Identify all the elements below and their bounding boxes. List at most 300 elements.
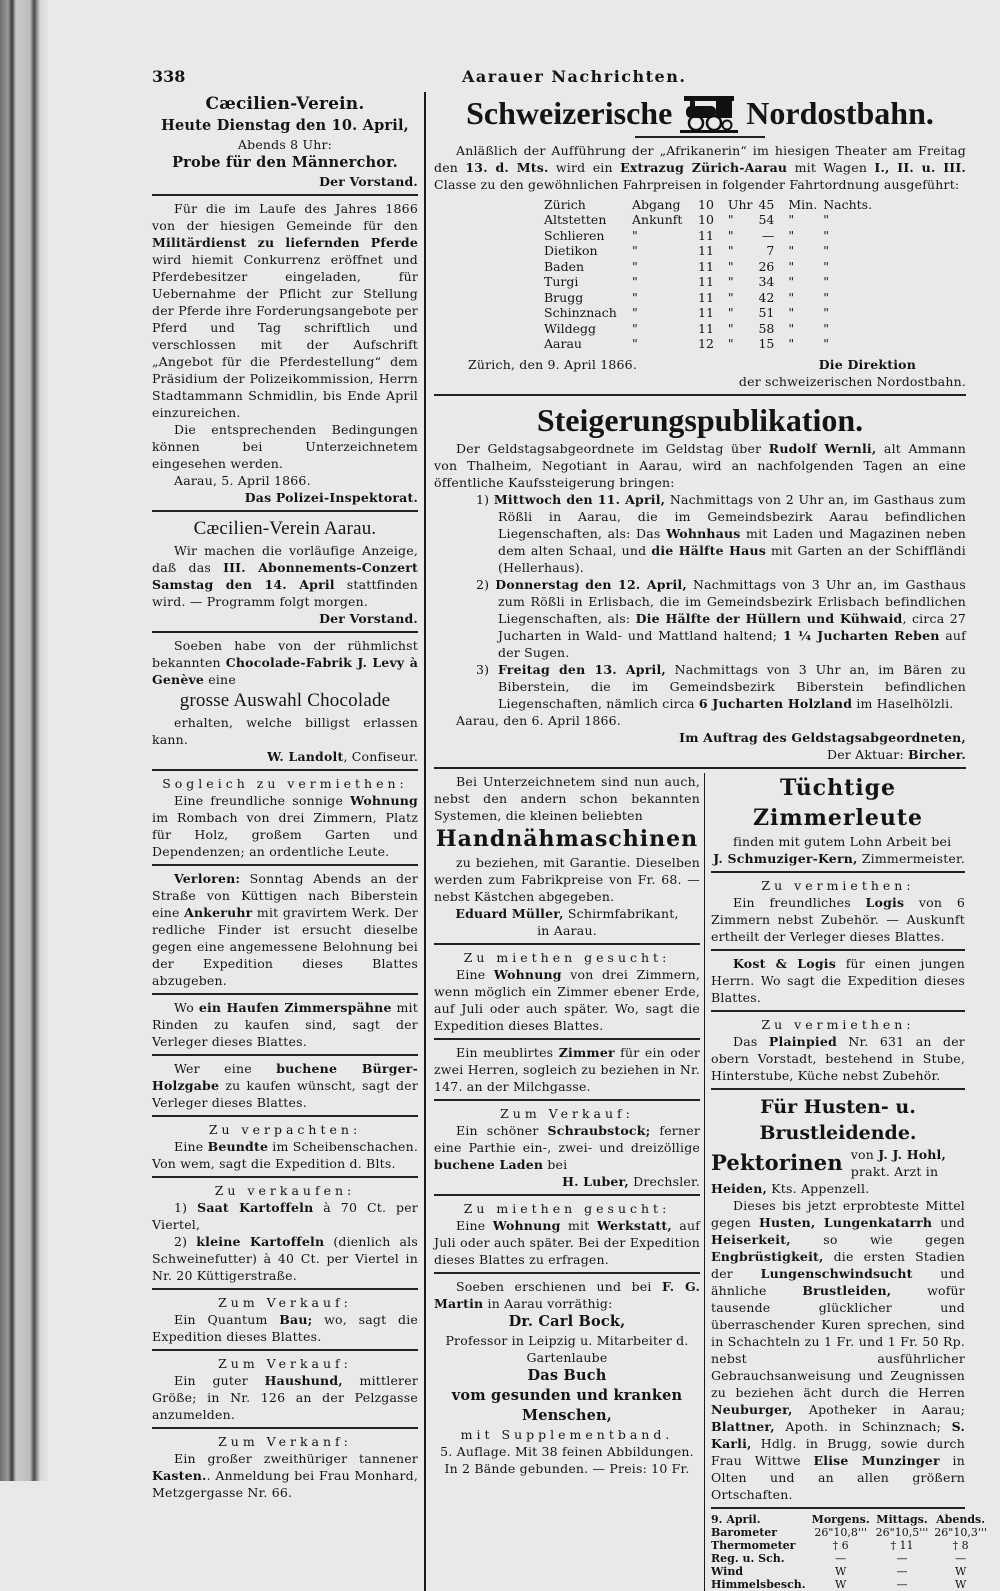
ad-heading: vom gesunden und kranken Menschen, — [451, 1386, 683, 1424]
text: für ein oder zwei Herren, sogleich zu beziehen in Nr. 147. an der Milchgasse. — [434, 1044, 700, 1094]
timetable-cell: " — [727, 258, 734, 274]
weather-cell: — — [896, 1577, 908, 1591]
bold-text: Neuburger, — [711, 1401, 793, 1417]
ad-text: Zu miethen gesucht: — [463, 1200, 671, 1216]
text: in Olten und an allen größern Ortschaften. — [711, 1452, 965, 1502]
divider — [434, 767, 966, 769]
weather-cell: — — [835, 1551, 847, 1565]
text: stattfinden wird. — Programm folgt morgen. — [152, 577, 418, 609]
divider — [711, 949, 965, 951]
ad-text — [152, 999, 418, 1050]
timetable-cell: " — [632, 274, 638, 289]
text: Eine — [174, 1139, 208, 1154]
timetable-cell: " — [823, 274, 829, 289]
weather-row — [711, 1539, 993, 1552]
bold-text: 13. d. Mts. — [465, 159, 549, 175]
timetable-row — [544, 212, 878, 228]
bold-text: Im Auftrag des Geldstagsabgeordneten, — [679, 729, 966, 745]
text: 1) — [476, 491, 494, 507]
text: Eine — [456, 966, 494, 982]
ad-heading: Handnähmaschinen — [435, 825, 699, 852]
timetable-row — [544, 305, 878, 321]
nordostbahn-title-right: Nordostbahn. — [746, 95, 934, 131]
ad-text: Zum Verkauf: — [218, 1356, 352, 1371]
text: Sonntag Abends an der Straße von Küttigen nach Biberstein eine — [152, 871, 418, 920]
text: . Anmeldung bei Frau Monhard, Metzgergasse Nr. 66. — [152, 1468, 418, 1500]
timetable-row — [544, 259, 878, 275]
text: Ein großer zweithüriger tannener — [174, 1451, 418, 1466]
husten-ad — [711, 1094, 965, 1503]
text: Der Aktuar: — [826, 746, 909, 762]
bold-text: Husten, Lungenkatarrh — [758, 1214, 933, 1230]
text: Wir machen die vorläufige Anzeige, daß das — [152, 543, 418, 575]
text: Eine — [456, 1217, 493, 1233]
bold-text: Der Vorstand. — [319, 611, 418, 626]
text: Ein freundliches — [733, 894, 866, 910]
locomotive-icon — [680, 92, 738, 134]
timetable-cell: " — [823, 212, 829, 227]
ad-text: Zum Verkanf: — [218, 1434, 352, 1449]
timetable-cell: " — [788, 212, 795, 227]
text: wird ein — [548, 159, 621, 175]
nordostbahn-intro — [434, 142, 966, 193]
timetable-cell: Abgang — [632, 196, 681, 212]
advertisement — [152, 1121, 418, 1172]
ad-text: Aarau, den 6. April 1866. — [456, 712, 621, 728]
bold-text: Bau; — [279, 1312, 313, 1327]
text: 1) — [174, 1200, 198, 1215]
bold-text: Wohnung — [493, 966, 562, 982]
ad-text — [434, 1217, 700, 1268]
text: mittlerer Größe; in Nr. 126 an der Pelzgasse anzumelden. — [152, 1373, 418, 1422]
bold-text: Verloren: — [174, 871, 241, 886]
divider — [434, 1099, 700, 1101]
timetable-row — [544, 321, 878, 337]
divider — [152, 1349, 418, 1351]
weather-row — [711, 1526, 993, 1539]
timetable-row — [544, 336, 878, 352]
ad-heading: Cæcilien-Verein Aarau. — [193, 518, 377, 539]
bold-text: Rudolf Wernli, — [768, 440, 877, 456]
timetable-cell: " — [632, 305, 638, 320]
bold-text: Zimmer — [558, 1044, 615, 1060]
timetable-cell: 10 — [698, 196, 714, 212]
timetable-cell: Nachts. — [823, 196, 873, 212]
timetable-cell: 26 — [758, 258, 775, 274]
steigerung-title-row — [434, 400, 966, 440]
ad-signature — [711, 850, 965, 867]
husten-title: Für Husten- u. Brustleidende. — [759, 1095, 917, 1144]
timetable-row — [544, 197, 878, 213]
ad-text — [711, 955, 965, 1006]
bold-text: W. Landolt — [267, 749, 344, 764]
ad-text — [152, 1199, 418, 1233]
text: mit Garten an der Schiffländi (Hellerhaus). — [498, 542, 966, 575]
bold-text: Schraubstock; — [547, 1122, 651, 1138]
ad-text: Zu verpachten: — [208, 1122, 362, 1137]
bold-text: die Hälfte Haus — [651, 542, 766, 558]
ad-text — [434, 854, 700, 905]
nordostbahn-signature: Die Direktion — [818, 356, 916, 372]
ad-text — [434, 905, 700, 922]
ad-text: Sogleich zu vermiethen: — [162, 776, 408, 791]
divider — [152, 631, 418, 633]
timetable-row — [544, 243, 878, 259]
bold-text: Militärdienst zu liefernden Pferde — [152, 235, 418, 250]
bold-text: Das Polizei-Inspektorat. — [244, 490, 418, 505]
ad-heading: Cæcilien-Verein. — [205, 94, 365, 114]
text: Wer eine — [174, 1061, 277, 1076]
bold-text: Blattner, — [711, 1418, 775, 1434]
weather-cell: Morgens. — [811, 1512, 870, 1526]
ad-text: in Aarau. — [537, 922, 597, 938]
ad-text — [152, 421, 418, 472]
timetable-cell: " — [727, 227, 734, 243]
timetable-cell: 45 — [758, 196, 775, 212]
ad-text — [152, 792, 418, 860]
weather-row — [711, 1578, 993, 1591]
timetable-cell: 15 — [758, 336, 775, 351]
timetable-cell: " — [788, 289, 795, 305]
bold-text: Elise Munzinger — [813, 1452, 940, 1468]
text: , circa 27 Jucharten in Wald- und Mattland haltend; — [498, 610, 966, 643]
text: à 70 Ct. per Viertel, — [152, 1200, 418, 1232]
text: so wie gegen — [790, 1231, 965, 1247]
advertisement — [152, 1294, 418, 1345]
ad-text: Zum Verkauf: — [500, 1105, 634, 1121]
right-column — [705, 773, 987, 1591]
lower-split — [434, 773, 987, 1591]
ad-text: Zu vermiethen: — [761, 1016, 915, 1032]
timetable-cell: 12 — [698, 336, 714, 351]
text: Ein meublirtes — [456, 1044, 559, 1060]
divider — [152, 194, 418, 196]
advertisement — [711, 773, 965, 867]
bold-text: Chocolade-Fabrik J. Levy à Genève — [152, 655, 418, 687]
text: mit gravirtem Werk. Der redliche Finder ist ersucht dieselbe gegen eine angemessene Belohnung bei der Expedition dieses Blattes abzugeben. — [152, 905, 418, 988]
bold-text: H. Luber, — [562, 1173, 629, 1189]
ad-signature — [152, 489, 418, 506]
bold-text: Wohnung — [492, 1217, 561, 1233]
ad-text: In 2 Bände gebunden. — Preis: 10 Fr. — [444, 1460, 690, 1476]
bold-text: Plainpied — [768, 1033, 837, 1049]
ad-heading: grosse Auswahl Chocolade — [179, 690, 391, 711]
divider — [152, 1288, 418, 1290]
text: 2) — [476, 576, 496, 592]
text: Wo — [174, 1000, 199, 1015]
left-column-ads — [152, 92, 418, 1501]
timetable — [544, 197, 878, 352]
text: Schirmfabrikant, — [563, 905, 679, 921]
ad-text — [152, 1372, 418, 1423]
advertisement — [711, 955, 965, 1006]
text: Für die im Laufe des Jahres 1866 von der hiesigen Gemeinde für den — [152, 201, 418, 233]
divider — [711, 871, 965, 873]
divider — [711, 1507, 965, 1509]
timetable-cell: " — [788, 336, 795, 351]
divider — [152, 1054, 418, 1056]
text: und ähnliche — [711, 1265, 965, 1298]
advertisement — [152, 1355, 418, 1423]
nordostbahn-title-row — [434, 92, 966, 134]
text: wo, sagt die Expedition dieses Blattes. — [152, 1312, 418, 1344]
advertisement — [434, 1105, 700, 1190]
advertisement — [152, 92, 418, 190]
weather-cell: Thermometer — [711, 1538, 796, 1552]
text: mit Laden und Magazinen neben dem alten Schaal, und — [498, 525, 967, 558]
weather-cell: Mittags. — [876, 1512, 928, 1526]
ad-text: Zum Verkauf: — [218, 1295, 352, 1310]
divider — [152, 769, 418, 771]
timetable-cell: " — [823, 258, 829, 274]
weather-row — [711, 1565, 993, 1578]
divider — [152, 510, 418, 512]
right-column-ads — [711, 773, 965, 1084]
ad-text: 5. Auflage. Mit 38 feinen Abbildungen. — [440, 1443, 694, 1459]
divider — [434, 943, 700, 945]
ad-text — [152, 870, 418, 989]
bold-text: Ankeruhr — [184, 905, 253, 920]
ad-text: Zu vermiethen: — [761, 877, 915, 893]
timetable-cell: Altstetten — [544, 212, 607, 227]
advertisement — [434, 1044, 700, 1095]
ad-signature — [152, 748, 418, 765]
ad-text — [434, 661, 966, 712]
bold-text: 1 ¼ Jucharten Reben — [782, 627, 940, 643]
divider — [711, 1010, 965, 1012]
timetable-cell: Aarau — [544, 336, 582, 351]
text: 2) — [174, 1234, 197, 1249]
ad-heading: Tüchtige Zimmerleute — [752, 774, 924, 831]
weather-header — [711, 1513, 993, 1526]
advertisement — [152, 775, 418, 860]
text: Ein guter — [174, 1373, 265, 1388]
weather-cell: Himmelsbesch. — [711, 1577, 806, 1591]
weather-cell: 26"10,5''' — [875, 1525, 929, 1539]
text: Drechsler. — [628, 1173, 700, 1189]
ad-text — [434, 440, 966, 491]
text: Apotheker in Aarau; — [792, 1401, 965, 1417]
timetable-cell: 11 — [698, 289, 714, 305]
weather-cell: 26"10,8''' — [814, 1525, 867, 1539]
bold-text: Kasten. — [152, 1468, 207, 1483]
text: 3) — [476, 661, 498, 677]
ad-text — [152, 542, 418, 610]
advertisement — [152, 870, 418, 989]
bold-text: III. Abonnements-Conzert Samstag den 14. April — [152, 560, 418, 592]
bold-text: F. G. Martin — [434, 1278, 701, 1311]
text: Classe zu den gewöhnlichen Fahrpreisen in folgender Fahrtordnung ausgeführt: — [434, 176, 960, 192]
timetable-cell: 11 — [698, 227, 714, 243]
timetable-cell: " — [823, 305, 829, 320]
text: auf der Sugen. — [498, 627, 966, 660]
weather-cell: Abends. — [936, 1512, 986, 1526]
divider — [434, 1038, 700, 1040]
timetable-cell: 58 — [758, 320, 775, 336]
weather-cell: W — [835, 1577, 847, 1591]
ad-text — [434, 491, 966, 576]
timetable-row — [544, 274, 878, 290]
timetable-cell: " — [788, 243, 795, 258]
book-binding-edge — [0, 0, 48, 1481]
timetable-cell: — — [761, 227, 775, 243]
text: Der Geldstagsabgeordnete im Geldstag über — [456, 440, 769, 456]
weather-cell: 9. April. — [711, 1512, 761, 1526]
text: (dienlich als Schweinefutter) à 40 Ct. per Viertel in Nr. 20 Küttigerstraße. — [152, 1234, 418, 1283]
divider — [434, 1272, 700, 1274]
text: in Aarau vorräthig: — [483, 1295, 613, 1311]
text: mit Wagen — [787, 159, 875, 175]
ad-text — [711, 833, 965, 850]
bold-text: Der Vorstand. — [319, 174, 418, 189]
bold-text: Eduard Müller, — [455, 905, 564, 921]
timetable-cell: " — [788, 274, 795, 289]
advertisement — [152, 200, 418, 506]
timetable-cell: 11 — [698, 305, 714, 320]
text: von — [850, 1146, 879, 1162]
weather-cell: W — [954, 1577, 967, 1591]
nordostbahn-signature-row — [434, 356, 966, 373]
timetable-cell: " — [823, 320, 829, 336]
ad-text — [152, 1060, 418, 1111]
timetable-cell: 11 — [698, 258, 714, 274]
timetable-cell: " — [823, 243, 829, 258]
ad-text — [152, 200, 418, 421]
text: Nachmittags von 3 Uhr an, im Bären zu Biberstein, die im Gemeindsbezirk Biberstein befindlichen Liegenschaften, nämlich circa — [498, 661, 966, 711]
text: im Haselhölzli. — [852, 695, 954, 711]
text: von 6 Zimmern nebst Zubehör. — Auskunft ertheilt der Verleger dieses Blattes. — [711, 894, 965, 944]
bold-text: Extrazug Zürich-Aarau — [620, 159, 788, 175]
text: Hdlg. in Brugg, sowie durch Frau Wittwe — [711, 1435, 965, 1468]
timetable-cell: " — [632, 320, 638, 336]
text: Zimmermeister. — [857, 850, 965, 866]
ad-text: Zu miethen gesucht: — [463, 949, 671, 965]
ad-heading: Dr. Carl Bock, — [508, 1312, 626, 1330]
weather-cell: — — [896, 1551, 908, 1565]
bold-text: I., II. u. III. — [874, 159, 966, 175]
timetable-cell: Min. — [788, 196, 818, 212]
divider — [152, 1176, 418, 1178]
text: , Confiseur. — [343, 749, 418, 764]
bold-text: J. Schmuziger-Kern, — [713, 850, 858, 866]
timetable-cell: 51 — [758, 305, 775, 320]
ad-text — [434, 1044, 700, 1095]
right-area-body — [424, 92, 987, 1591]
page-number: 338 — [152, 67, 186, 86]
bold-text: Kost & Logis — [733, 955, 836, 971]
timetable-cell: Schlieren — [544, 227, 605, 243]
timetable-cell: Zürich — [544, 196, 586, 212]
text: mit Rinden zu kaufen sind, sagt der Verleger dieses Blattes. — [152, 1000, 418, 1049]
text: erhalten, welche billigst erlassen kann. — [152, 715, 418, 747]
timetable-cell: " — [632, 258, 638, 274]
bold-text: Heiden, — [711, 1180, 768, 1196]
ad-text — [711, 1033, 965, 1084]
timetable-cell: 54 — [758, 212, 775, 227]
text: finden mit gutem Lohn Arbeit bei — [733, 833, 952, 849]
ad-text — [152, 1233, 418, 1284]
weather-cell: 26"10,3''' — [934, 1525, 987, 1539]
timetable-cell: 7 — [766, 243, 775, 258]
advertisement — [711, 877, 965, 945]
text: Dieses bis jetzt erprobteste Mittel gegen — [711, 1197, 965, 1230]
timetable-cell: " — [727, 243, 734, 258]
advertisement — [434, 1200, 700, 1268]
bold-text: Saat Kartoffeln — [197, 1200, 314, 1215]
divider — [434, 394, 966, 396]
timetable-cell: " — [632, 227, 638, 243]
ad-text — [434, 1122, 700, 1173]
bold-text: Wohnung — [350, 793, 418, 808]
timetable-cell: " — [727, 274, 734, 289]
timetable-cell: Baden — [544, 258, 585, 274]
timetable-cell: " — [632, 336, 638, 351]
bold-text: Haushund, — [264, 1373, 343, 1388]
timetable-cell: " — [823, 289, 829, 305]
timetable-cell: Uhr — [727, 196, 753, 212]
timetable-cell: " — [727, 336, 734, 351]
timetable-cell: " — [823, 336, 829, 351]
timetable-cell: 34 — [758, 274, 775, 289]
advertisement — [152, 637, 418, 765]
bold-text: Brustleiden, — [802, 1282, 892, 1298]
bold-text: ein Haufen Zimmerspähne — [198, 1000, 392, 1015]
advertisement — [152, 1433, 418, 1501]
timetable-cell: " — [788, 227, 795, 243]
timetable-cell: " — [632, 289, 638, 305]
right-area — [424, 66, 987, 1591]
ad-heading: Heute Dienstag den 10. April, — [161, 117, 409, 134]
bold-text: buchene Laden — [434, 1156, 544, 1172]
weather-cell: † 6 — [832, 1538, 849, 1552]
weather-cell: — — [896, 1564, 908, 1578]
text: prakt. Arzt in — [850, 1163, 939, 1179]
bold-text: S. Karli, — [711, 1418, 965, 1451]
ad-text — [434, 773, 700, 824]
text: von drei Zimmern, wenn möglich ein Zimmer ebener Erde, auf Juli oder auch später. Wo, sagt die Expedition dieses Blattes. — [434, 966, 700, 1033]
weather-cell: † 8 — [952, 1538, 969, 1552]
text: Eine freundliche sonnige — [174, 793, 351, 808]
ad-text — [434, 142, 966, 193]
bold-text: Logis — [865, 894, 905, 910]
text: eine — [204, 672, 236, 687]
advertisement — [152, 999, 418, 1050]
text: Die entsprechenden Bedingungen können bei Unterzeichnetem eingesehen werden. — [152, 422, 418, 471]
text: wird hiemit Conkurrenz eröffnet und Pferdebesitzer eingeladen, für Uebernahme der Pflicht zur Stellung der Pferde ihre Forderungsangebote per Pferd und Tag schriftlich und verschlossen mit der Aufschrift „Angebot für die Pferdestellung“ dem Präsidium der Polizeikommission, Herrn Stadtammann Schmidlin, bis Ende April einzureichen. — [152, 252, 418, 420]
steigerung-body — [434, 440, 966, 763]
advertisement — [711, 1016, 965, 1084]
text: zu beziehen, mit Garantie. Dieselben werden zum Fabrikpreise von Fr. 68. — nebst Kästchen abgegeben. — [434, 854, 700, 904]
ad-text — [152, 1450, 418, 1501]
bold-text: J. J. Hohl, — [878, 1146, 947, 1162]
text: Soeben habe von der rühmlichst bekannten — [152, 638, 418, 670]
weather-cell: Barometer — [711, 1525, 778, 1539]
ad-heading: Probe für den Männerchor. — [172, 154, 398, 171]
ad-text — [434, 1278, 700, 1312]
timetable-cell: " — [788, 258, 795, 274]
nordostbahn-dateline: Zürich, den 9. April 1866. — [468, 356, 637, 372]
text: für einen jungen Herrn. Wo sagt die Expedition dieses Blattes. — [711, 955, 965, 1005]
ad-text: Zu verkaufen: — [214, 1183, 356, 1198]
text: Nachmittags von 2 Uhr an, im Gasthaus zum Rößli in Aarau, die im Gemeindsbezirk Aarau befindlichen Liegenschaften, als: Das — [498, 491, 966, 541]
weather-table — [711, 1513, 993, 1591]
timetable-cell: Wildegg — [544, 320, 597, 336]
bold-text: Freitag den 13. April, — [497, 661, 666, 677]
bold-text: Donnerstag den 12. April, — [495, 576, 687, 592]
text: Apoth. in Schinznach; — [774, 1418, 952, 1434]
divider — [711, 1088, 965, 1090]
bold-text: 6 Jucharten Holzland — [698, 695, 853, 711]
